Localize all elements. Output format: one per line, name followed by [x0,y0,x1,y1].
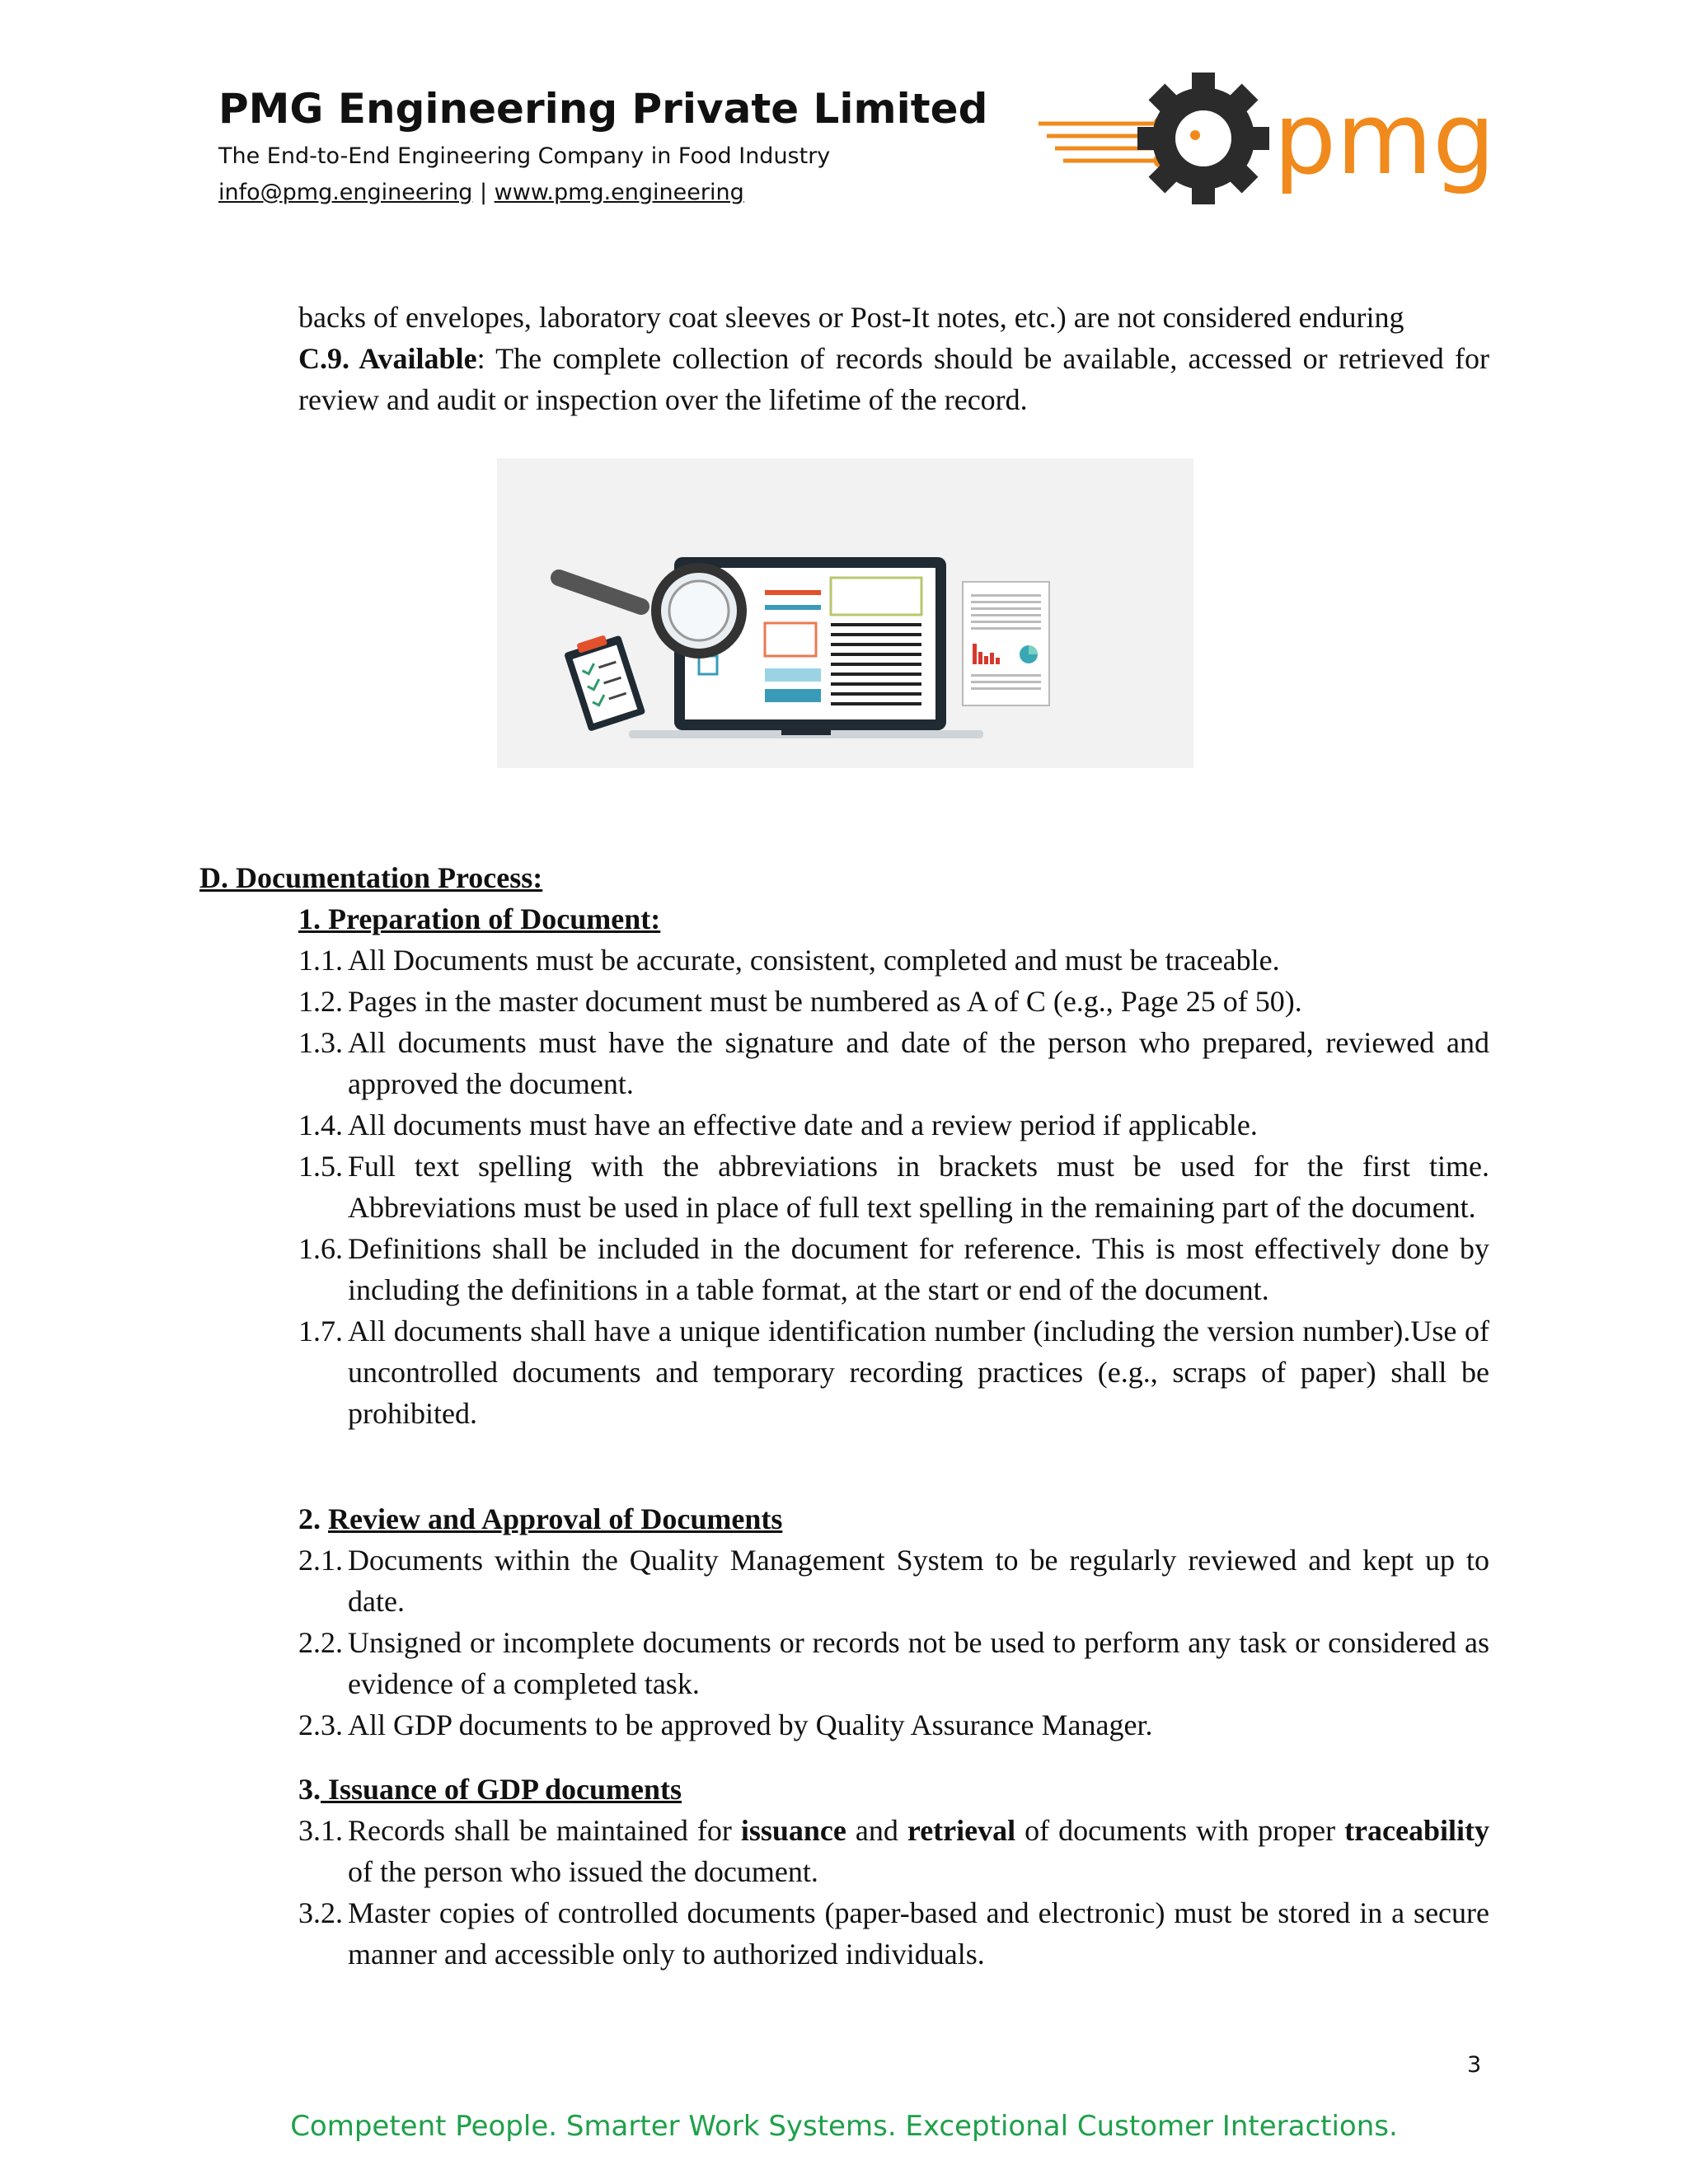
c9-paragraph [298,338,1489,420]
pmg-logo [1039,66,1496,214]
subsection-preparation [298,898,1489,1434]
list-item: 3.1. Records shall be maintained for issuance and retrieval of documents with proper traceability of the person who issued the document. [298,1814,1490,1888]
continuation-text [298,297,1489,420]
continuation-line: backs of envelopes, laboratory coat sleeves or Post-It notes, etc.) are not considered enduring [298,301,1404,334]
website-link[interactable]: www.pmg.engineering [494,180,744,205]
gear-icon [1137,73,1269,204]
subsection-2-title: 2. Review and Approval of Documents [298,1502,783,1535]
list-item: 2.2. Unsigned or incomplete documents or records not be used to perform any task or considered as evidence of a completed task. [298,1626,1489,1700]
c9-label: C.9. Available [298,342,477,375]
list-item: 2.1. Documents within the Quality Management System to be regularly reviewed and kept up to date. [298,1544,1489,1618]
list-item: 1.4. All documents must have an effective date and a review period if applicable. [298,1108,1258,1141]
footer-slogan: Competent People. Smarter Work Systems. Exceptional Customer Interactions. [290,2110,1398,2143]
list-item: 1.3. All documents must have the signature and date of the person who prepared, reviewed and approved the document. [298,1026,1489,1100]
c9-text: : The complete collection of records should be available, accessed or retrieved for review and audit or inspection over the lifetime of the record. [298,342,1489,416]
subsection-3-title: 3. Issuance of GDP documents [298,1773,682,1806]
documentation-illustration [497,458,1193,768]
page-number: 3 [1467,2052,1482,2078]
issuance-list [298,1810,1489,1975]
list-item: 1.1. All Documents must be accurate, consistent, completed and must be traceable. [298,944,1280,977]
list-item: 1.5. Full text spelling with the abbreviations in brackets must be used for the first time. Abbreviations must be used in place of full text spelling in the remaining part of the document. [298,1150,1489,1224]
preparation-list [298,940,1489,1434]
email-link[interactable]: info@pmg.engineering [218,180,473,205]
section-d-title: D. Documentation Process: [199,861,543,894]
subsection-1-title: 1. Preparation of Document: [298,902,661,935]
contact-line [218,178,960,208]
company-name: PMG Engineering Private Limited [218,85,988,133]
logo-wordmark: pmg [1273,82,1496,197]
report-document-icon [963,582,1049,705]
list-item: 1.2. Pages in the master document must be numbered as A of C (e.g., Page 25 of 50). [298,985,1302,1018]
company-tagline: The End-to-End Engineering Company in Food Industry [218,143,831,169]
subsection-issuance [298,1769,1489,1975]
contact-separator: | [479,180,488,205]
list-item: 2.3. All GDP documents to be approved by Quality Assurance Manager. [298,1708,1153,1741]
section-d [199,857,542,898]
list-item: 1.7. All documents shall have a unique identification number (including the version number).Use of uncontrolled documents and temporary recording practices (e.g., scraps of paper) shall be prohibited. [298,1315,1489,1430]
letterhead [218,82,988,208]
review-list [298,1540,1489,1746]
list-item: 3.2. Master copies of controlled documents (paper-based and electronic) must be stored in a secure manner and accessible only to authorized individuals. [298,1896,1489,1971]
subsection-review-approval [298,1498,1489,1746]
list-item: 1.6. Definitions shall be included in the document for reference. This is most effectively done by including the definitions in a table format, at the start or end of the document. [298,1232,1489,1306]
